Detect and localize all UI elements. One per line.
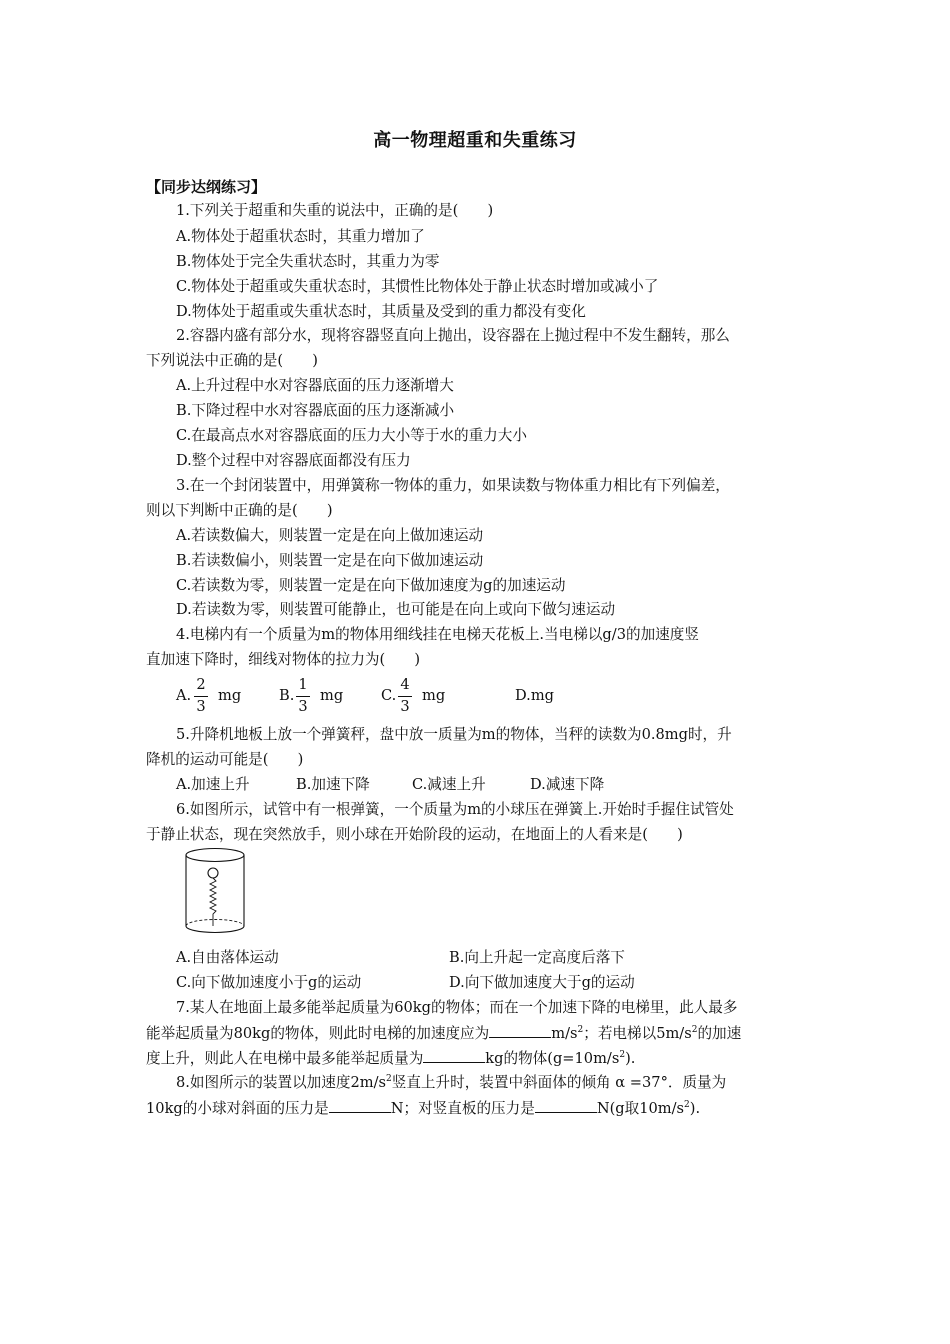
q4-option-c-numerator: 4 — [400, 676, 410, 693]
q6-stem-line2: 于静止状态，现在突然放手，则小球在开始阶段的运动，在地面上的人看来是( ) — [146, 826, 683, 843]
section-heading: 【同步达纲练习】 — [146, 178, 267, 196]
page-title: 高一物理超重和失重练习 — [373, 130, 577, 151]
q8-answer-blank-2[interactable] — [535, 1098, 597, 1113]
q3-option-b: B.若读数偏小，则装置一定是在向下做加速运动 — [176, 552, 484, 569]
q8-line1 — [176, 1073, 726, 1093]
q4-option-b-label: B. — [279, 687, 295, 704]
test-tube-spring-figure — [182, 846, 248, 936]
q5-option-a: A.加速上升 — [176, 776, 250, 793]
q4-option-a-unit: mg — [218, 687, 242, 704]
q4-option-a-denominator: 3 — [196, 698, 206, 715]
q7-line3-text: 度上升，则此人在电梯中最多能举起质量为 — [146, 1050, 424, 1067]
q2-option-b: B.下降过程中水对容器底面的压力逐渐减小 — [176, 402, 455, 419]
superscript-two: 2 — [691, 1025, 698, 1035]
q3-option-c: C.若读数为零，则装置一定是在向下做加速度为g的加速运动 — [176, 577, 566, 594]
q5-stem-line1: 5.升降机地板上放一个弹簧秤，盘中放一质量为m的物体，当秤的读数为0.8mg时，升 — [176, 726, 732, 743]
q2-option-c: C.在最高点水对容器底面的压力大小等于水的重力大小 — [176, 427, 527, 444]
q7-line2-text-2: ；若电梯以5m/s — [583, 1025, 692, 1042]
q4-option-d: D.mg — [515, 687, 554, 704]
q6-option-a: A.自由落体运动 — [176, 949, 279, 966]
q1-option-b: B.物体处于完全失重状态时，其重力为零 — [176, 253, 440, 270]
q4-option-b-unit: mg — [320, 687, 344, 704]
q7-answer-blank-1[interactable] — [489, 1023, 551, 1038]
q5-option-b: B.加速下降 — [296, 776, 370, 793]
q8-line1-text-2: 竖直上升时，装置中斜面体的倾角 α =37°．质量为 — [391, 1074, 727, 1091]
superscript-two: 2 — [577, 1025, 584, 1035]
q7-line3 — [146, 1048, 635, 1069]
q4-option-b-fraction — [296, 676, 310, 718]
q8-line2-text: 10kg的小球对斜面的压力是 — [146, 1100, 329, 1117]
q1-option-c: C.物体处于超重或失重状态时，其惯性比物体处于静止状态时增加或减小了 — [176, 278, 659, 295]
q2-stem-line2: 下列说法中正确的是( ) — [146, 352, 318, 369]
q7-line2-text: 能举起质量为80kg的物体，则此时电梯的加速度应为 — [146, 1025, 490, 1042]
q7-line3-text-2: kg的物体(g=10m/s — [485, 1050, 620, 1067]
q3-stem-line1: 3.在一个封闭装置中，用弹簧称一物体的重力，如果读数与物体重力相比有下列偏差， — [176, 477, 730, 494]
q8-line2-text-3: N(g取10m/s — [596, 1100, 685, 1117]
q1-option-d: D.物体处于超重或失重状态时，其质量及受到的重力都没有变化 — [176, 303, 586, 320]
q1-option-a: A.物体处于超重状态时，其重力增加了 — [176, 228, 425, 245]
q4-option-b-numerator: 1 — [298, 676, 308, 693]
q3-option-d: D.若读数为零，则装置可能静止，也可能是在向上或向下做匀速运动 — [176, 601, 616, 618]
q2-stem-line1: 2.容器内盛有部分水，现将容器竖直向上抛出，设容器在上抛过程中不发生翻转，那么 — [176, 327, 730, 344]
q1-stem: 1.下列关于超重和失重的说法中，正确的是( ) — [176, 202, 494, 219]
superscript-two: 2 — [619, 1050, 626, 1060]
q3-option-a: A.若读数偏大，则装置一定是在向上做加速运动 — [176, 527, 484, 544]
superscript-two: 2 — [386, 1074, 392, 1084]
q8-line2-text-4: ). — [689, 1100, 701, 1117]
q7-line3-text-3: ). — [625, 1050, 636, 1067]
q3-stem-line2: 则以下判断中正确的是( ) — [146, 502, 333, 519]
q4-option-c-fraction — [398, 676, 412, 718]
q2-option-a: A.上升过程中水对容器底面的压力逐渐增大 — [176, 377, 454, 394]
q5-option-c: C.减速上升 — [412, 776, 486, 793]
q7-answer-blank-2[interactable] — [423, 1048, 485, 1063]
q7-line2-text-3: 的加速 — [697, 1025, 742, 1042]
q6-option-c: C.向下做加速度小于g的运动 — [176, 974, 362, 991]
q8-answer-blank-1[interactable] — [329, 1098, 391, 1113]
q4-option-b-denominator: 3 — [298, 698, 308, 715]
q5-stem-line2: 降机的运动可能是( ) — [146, 751, 304, 768]
q6-stem-line1: 6.如图所示，试管中有一根弹簧，一个质量为m的小球压在弹簧上.开始时手握住试管处 — [176, 801, 734, 818]
q4-option-c-label: C. — [381, 687, 397, 704]
q2-option-d: D.整个过程中对容器底面都没有压力 — [176, 452, 411, 469]
q7-line2 — [146, 1023, 741, 1044]
q4-stem-line1: 4.电梯内有一个质量为m的物体用细线挂在电梯天花板上.当电梯以g/3的加速度竖 — [176, 626, 699, 643]
q5-option-d: D.减速下降 — [530, 776, 605, 793]
q7-line1: 7.某人在地面上最多能举起质量为60kg的物体；而在一个加速下降的电梯里，此人最多 — [176, 999, 738, 1016]
q4-option-a-numerator: 2 — [196, 676, 206, 693]
q4-stem-line2: 直加速下降时，细线对物体的拉力为( ) — [146, 651, 421, 668]
q7-line2-unit: m/s — [551, 1025, 578, 1042]
superscript-two: 2 — [684, 1100, 690, 1110]
q4-option-c-denominator: 3 — [400, 698, 410, 715]
fraction-bar — [194, 696, 208, 697]
q6-option-b: B.向上升起一定高度后落下 — [449, 949, 625, 966]
q4-option-a-fraction — [194, 676, 208, 718]
q8-line2 — [146, 1098, 700, 1119]
q4-option-a-label: A. — [176, 687, 192, 704]
q8-line1-text: 8.如图所示的装置以加速度2m/s — [176, 1074, 386, 1091]
fraction-bar — [398, 696, 412, 697]
q8-line2-text-2: N；对竖直板的压力是 — [390, 1100, 535, 1117]
q6-option-d: D.向下做加速度大于g的运动 — [449, 974, 635, 991]
q4-option-c-unit: mg — [422, 687, 446, 704]
fraction-bar — [296, 696, 310, 697]
